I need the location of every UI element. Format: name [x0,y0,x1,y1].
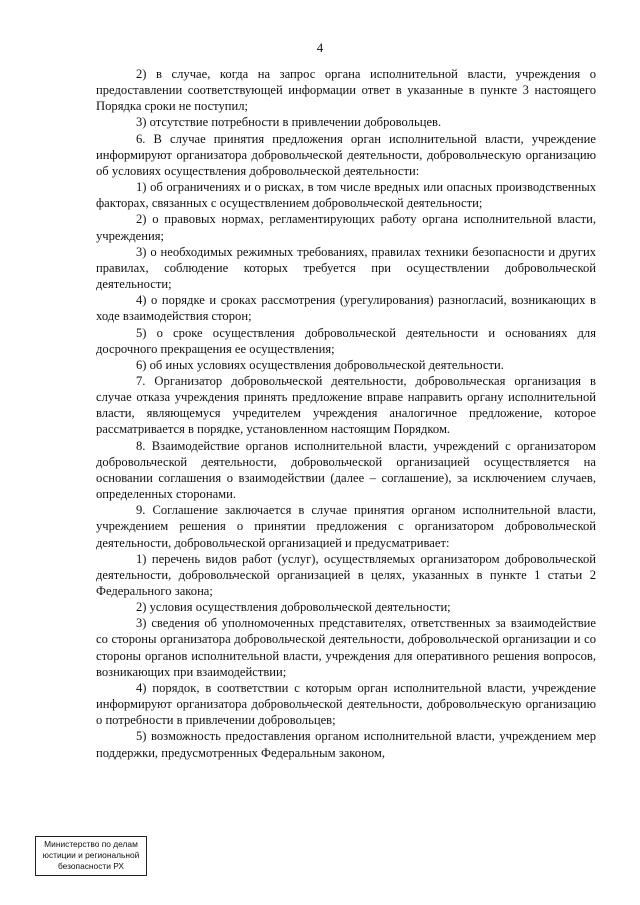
document-body [96,66,596,761]
paragraph: 4) порядок, в соответствии с которым орган исполнительной власти, учреждение информируют организатора добровольческой деятельности, добровольческую организацию о потребности в привлечении добровольцев; [96,680,596,728]
paragraph: 6) об иных условиях осуществления добровольческой деятельности. [136,357,504,372]
paragraph: 9. Соглашение заключается в случае принятия органом исполнительной власти, учреждением решения о принятии предложения с организатором добровольческой деятельности, добровольческой организацией и предусматривает: [96,503,596,550]
paragraph: 1) об ограничениях и о рисках, в том числе вредных или опасных производственных факторах, связанных с осуществлением добровольческой деятельности; [96,180,596,211]
paragraph: 6. В случае принятия предложения орган исполнительной власти, учреждение информируют организатора добровольческой деятельности, добровольческую организацию об условиях осуществления добровольческой деятельности: [96,131,596,178]
paragraph: 3) сведения об уполномоченных представителях, ответственных за взаимодействие со стороны организатора добровольческой деятельности, добровольческой организации и со стороны органов исполнительной власти, учреждения для оперативного решения вопросов, возникающих при взаимодействии; [96,616,596,679]
paragraph: 3) отсутствие потребности в привлечении добровольцев. [136,115,442,130]
stamp-line: безопасности РХ [57,861,125,871]
paragraph: 5) о сроке осуществления добровольческой деятельности и основаниях для досрочного прекращения ее осуществления; [96,325,596,356]
paragraph: 5) возможность предоставления органом исполнительной власти, учреждением мер поддержки, предусмотренных Федеральным законом, [96,729,596,760]
paragraph: 1) перечень видов работ (услуг), осуществляемых организатором добровольческой деятельности, добровольческой организацией в целях, указанных в пункте 1 статьи 2 Федерального закона; [96,551,596,598]
paragraph: 8. Взаимодействие органов исполнительной власти, учреждений с организатором добровольческой деятельности, добровольческой организацией осуществляется на основании соглашения о взаимодействии (далее – соглашение), за исключением случаев, определенных сторонами. [96,438,596,502]
paragraph: 2) условия осуществления добровольческой деятельности; [136,600,451,615]
paragraph: 7. Организатор добровольческой деятельности, добровольческая организация в случае отказа учреждения принять предложение вправе направить органу исполнительной власти, являющемуся учредителем учреждения аналогичное предложение, которое рассматривается в порядке, установленном настоящим Порядком. [96,373,596,437]
paragraph: 4) о порядке и сроках рассмотрения (урегулирования) разногласий, возникающих в ходе взаимодействия сторон; [96,293,596,324]
stamp-line: юстиции и региональной [42,850,140,860]
stamp-line: Министерство по делам [44,839,138,849]
ministry-stamp [35,836,147,876]
page-number: 4 [316,40,324,55]
paragraph: 2) в случае, когда на запрос органа исполнительной власти, учреждения о предоставлении соответствующей информации ответ в указанные в пункте 3 настоящего Порядка сроки не поступил; [96,67,596,114]
paragraph: 2) о правовых нормах, регламентирующих работу органа исполнительной власти, учреждения; [96,212,596,243]
paragraph: 3) о необходимых режимных требованиях, правилах техники безопасности и других правилах, соблюдение которых требуется при осуществлении добровольческой деятельности; [96,244,596,292]
